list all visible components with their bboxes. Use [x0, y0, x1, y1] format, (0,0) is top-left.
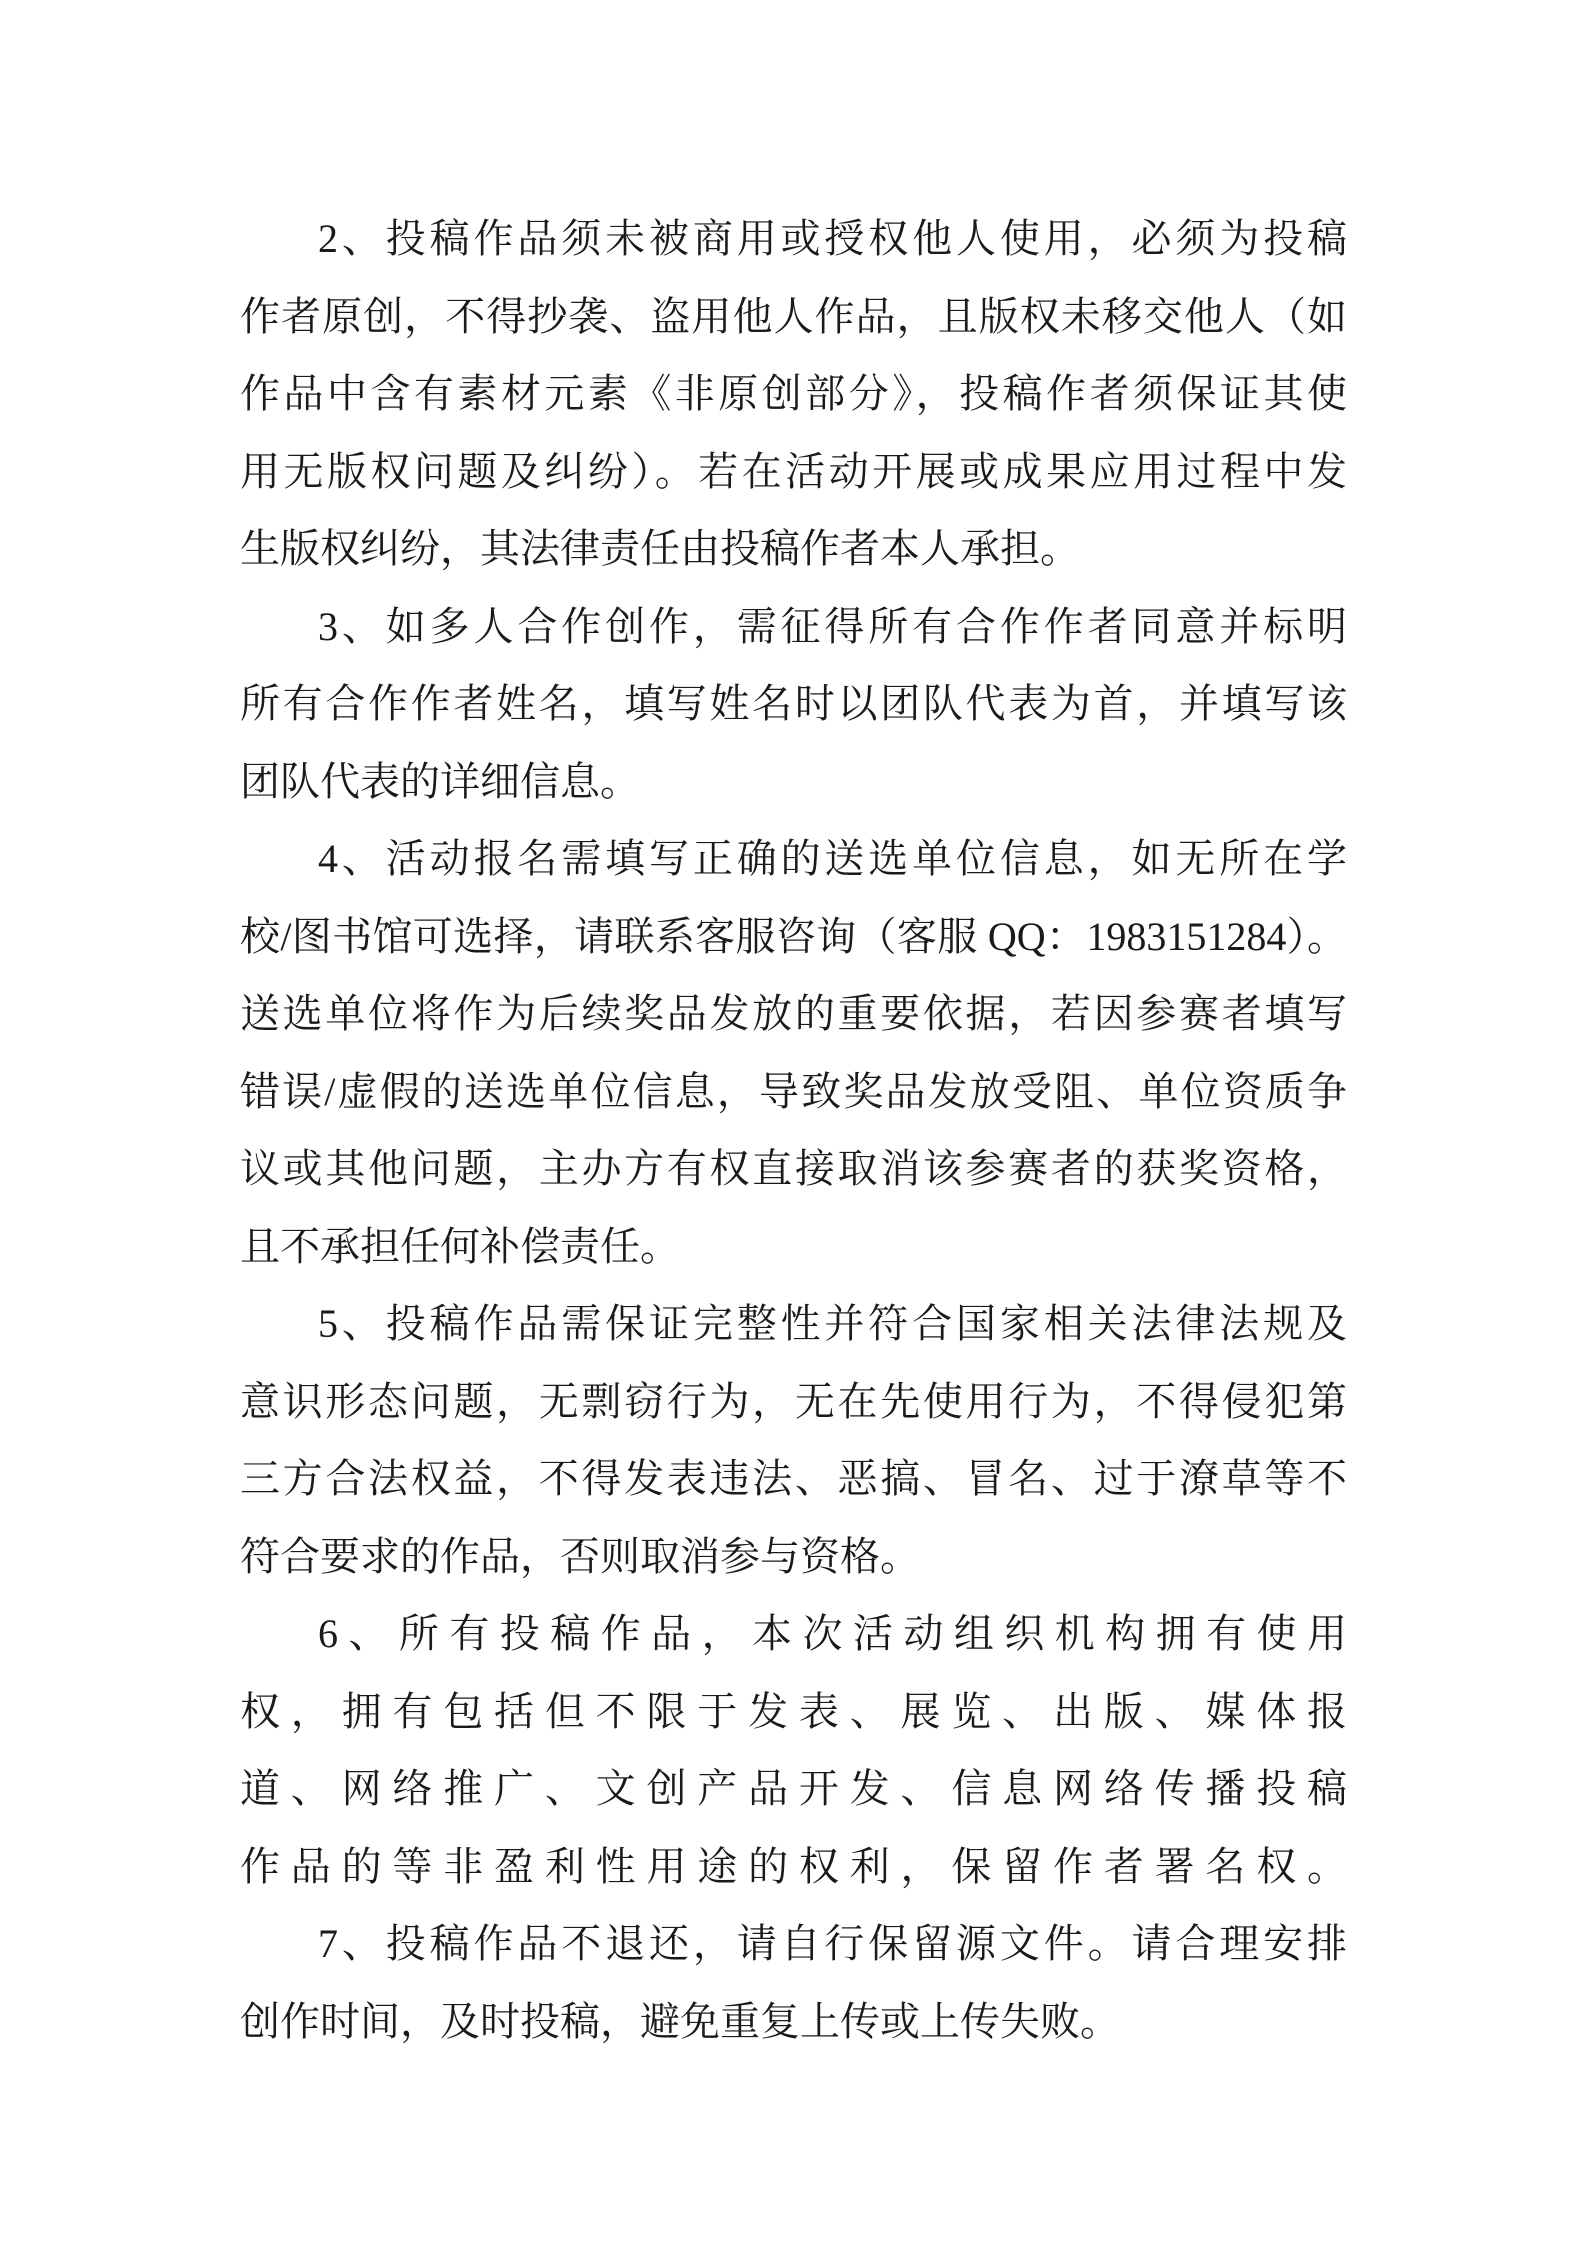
rules-text-block [240, 200, 1347, 2060]
text-line-rule-4-5: 议或其他问题，主办方有权直接取消该参赛者的获奖资格， [240, 1146, 1347, 1191]
text-line-rule-4-4: 错误/虚假的送选单位信息，导致奖品发放受阻、单位资质争 [240, 1068, 1347, 1114]
text-line-rule-3-3: 团队代表的详细信息。 [240, 758, 640, 804]
text-line-rule-6-4: 作品的等非盈利性用途的权利，保留作者署名权。 [240, 1843, 1347, 1889]
text-line-rule-5-2: 意识形态问题，无剽窃行为，无在先使用行为，不得侵犯第 [240, 1378, 1347, 1424]
text-line-rule-2-2: 作者原创，不得抄袭、盗用他人作品，且版权未移交他人（如 [240, 293, 1347, 339]
text-line-rule-2-5: 生版权纠纷，其法律责任由投稿作者本人承担。 [240, 526, 1080, 571]
text-line-rule-4-3: 送选单位将作为后续奖品发放的重要依据，若因参赛者填写 [240, 991, 1347, 1036]
text-line-rule-2-3: 作品中含有素材元素《非原创部分》，投稿作者须保证其使 [240, 371, 1347, 416]
text-line-rule-7-1: 7、投稿作品不退还，请自行保留源文件。请合理安排 [318, 1921, 1347, 1966]
text-line-rule-5-4: 符合要求的作品，否则取消参与资格。 [240, 1533, 920, 1579]
text-line-rule-5-3: 三方合法权益，不得发表违法、恶搞、冒名、过于潦草等不 [240, 1456, 1347, 1501]
text-line-rule-4-6: 且不承担任何补偿责任。 [240, 1223, 680, 1269]
text-line-rule-4-2: 校/图书馆可选择，请联系客服咨询（客服 QQ：1983151284）。 [240, 913, 1347, 959]
text-line-rule-6-2: 权，拥有包括但不限于发表、展览、出版、媒体报 [240, 1688, 1347, 1734]
text-line-rule-6-3: 道、网络推广、文创产品开发、信息网络传播投稿 [240, 1766, 1347, 1811]
text-line-rule-3-1: 3、如多人合作创作，需征得所有合作作者同意并标明 [318, 603, 1347, 649]
text-line-rule-2-1: 2、投稿作品须未被商用或授权他人使用，必须为投稿 [318, 216, 1347, 261]
text-line-rule-2-4: 用无版权问题及纠纷）。若在活动开展或成果应用过程中发 [240, 448, 1347, 494]
text-line-rule-3-2: 所有合作作者姓名，填写姓名时以团队代表为首，并填写该 [240, 681, 1347, 726]
text-line-rule-7-2: 创作时间，及时投稿，避免重复上传或上传失败。 [240, 1998, 1120, 2044]
text-line-rule-4-1: 4、活动报名需填写正确的送选单位信息，如无所在学 [318, 836, 1347, 881]
text-line-rule-5-1: 5、投稿作品需保证完整性并符合国家相关法律法规及 [318, 1301, 1347, 1346]
text-line-rule-6-1: 6、所有投稿作品，本次活动组织机构拥有使用 [318, 1611, 1347, 1656]
